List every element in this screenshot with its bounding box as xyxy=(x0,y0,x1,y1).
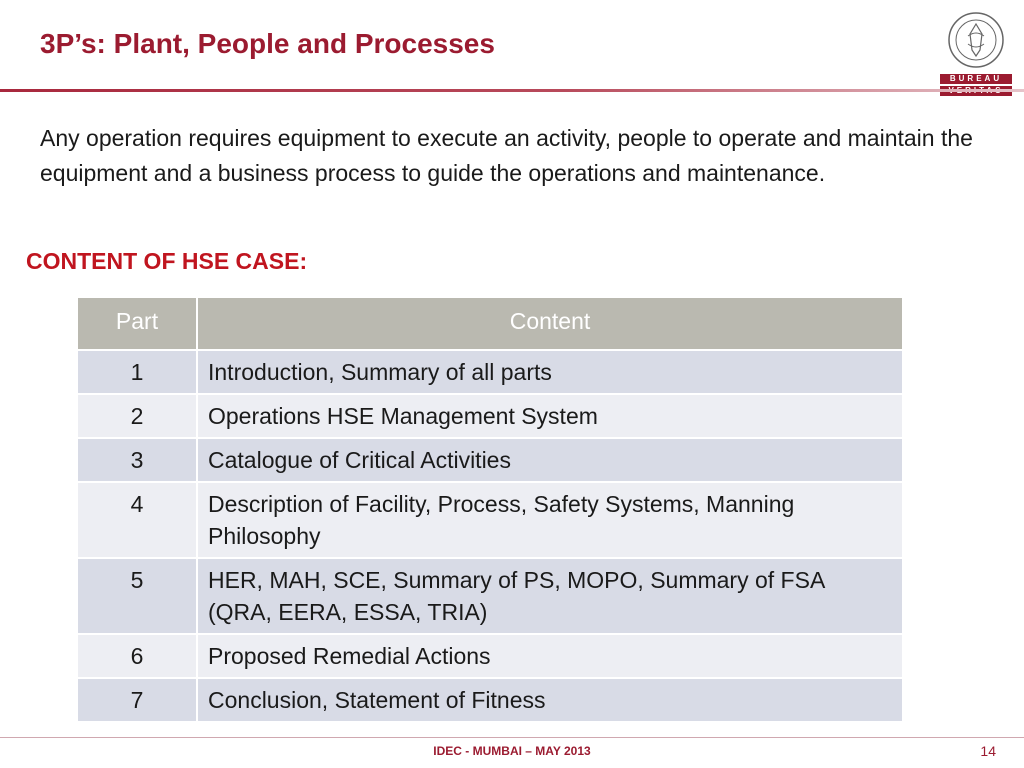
page-number: 14 xyxy=(980,743,996,759)
part-cell: 1 xyxy=(77,350,197,394)
hse-case-table xyxy=(76,296,904,723)
part-cell: 7 xyxy=(77,678,197,722)
seal-icon xyxy=(946,10,1006,72)
title-divider xyxy=(0,89,1024,92)
content-cell: Proposed Remedial Actions xyxy=(197,634,903,678)
part-cell: 6 xyxy=(77,634,197,678)
content-cell: Catalogue of Critical Activities xyxy=(197,438,903,482)
table-row xyxy=(77,634,903,678)
content-cell: Description of Facility, Process, Safety Systems, Manning Philosophy xyxy=(197,482,903,558)
table-row xyxy=(77,438,903,482)
table-header-row xyxy=(77,297,903,350)
table-row xyxy=(77,350,903,394)
header-content: Content xyxy=(197,297,903,350)
section-heading: CONTENT OF HSE CASE: xyxy=(26,248,308,274)
intro-paragraph: Any operation requires equipment to execute an activity, people to operate and maintain the equipment and a business process to guide the operations and maintenance. xyxy=(40,125,973,186)
part-cell: 2 xyxy=(77,394,197,438)
table-row xyxy=(77,482,903,558)
table-row xyxy=(77,394,903,438)
logo-wordmark-line1: BUREAU xyxy=(940,74,1012,84)
content-cell: HER, MAH, SCE, Summary of PS, MOPO, Summary of FSA (QRA, EERA, ESSA, TRIA) xyxy=(197,558,903,634)
content-cell: Operations HSE Management System xyxy=(197,394,903,438)
part-cell: 3 xyxy=(77,438,197,482)
part-cell: 4 xyxy=(77,482,197,558)
table-row xyxy=(77,558,903,634)
table-row xyxy=(77,678,903,722)
footer-label: IDEC - MUMBAI – MAY 2013 xyxy=(433,744,591,758)
slide-title: 3P’s: Plant, People and Processes xyxy=(40,28,495,59)
footer-divider xyxy=(0,737,1024,738)
content-cell: Conclusion, Statement of Fitness xyxy=(197,678,903,722)
content-cell: Introduction, Summary of all parts xyxy=(197,350,903,394)
header-part: Part xyxy=(77,297,197,350)
part-cell: 5 xyxy=(77,558,197,634)
bureau-veritas-logo xyxy=(940,10,1012,94)
